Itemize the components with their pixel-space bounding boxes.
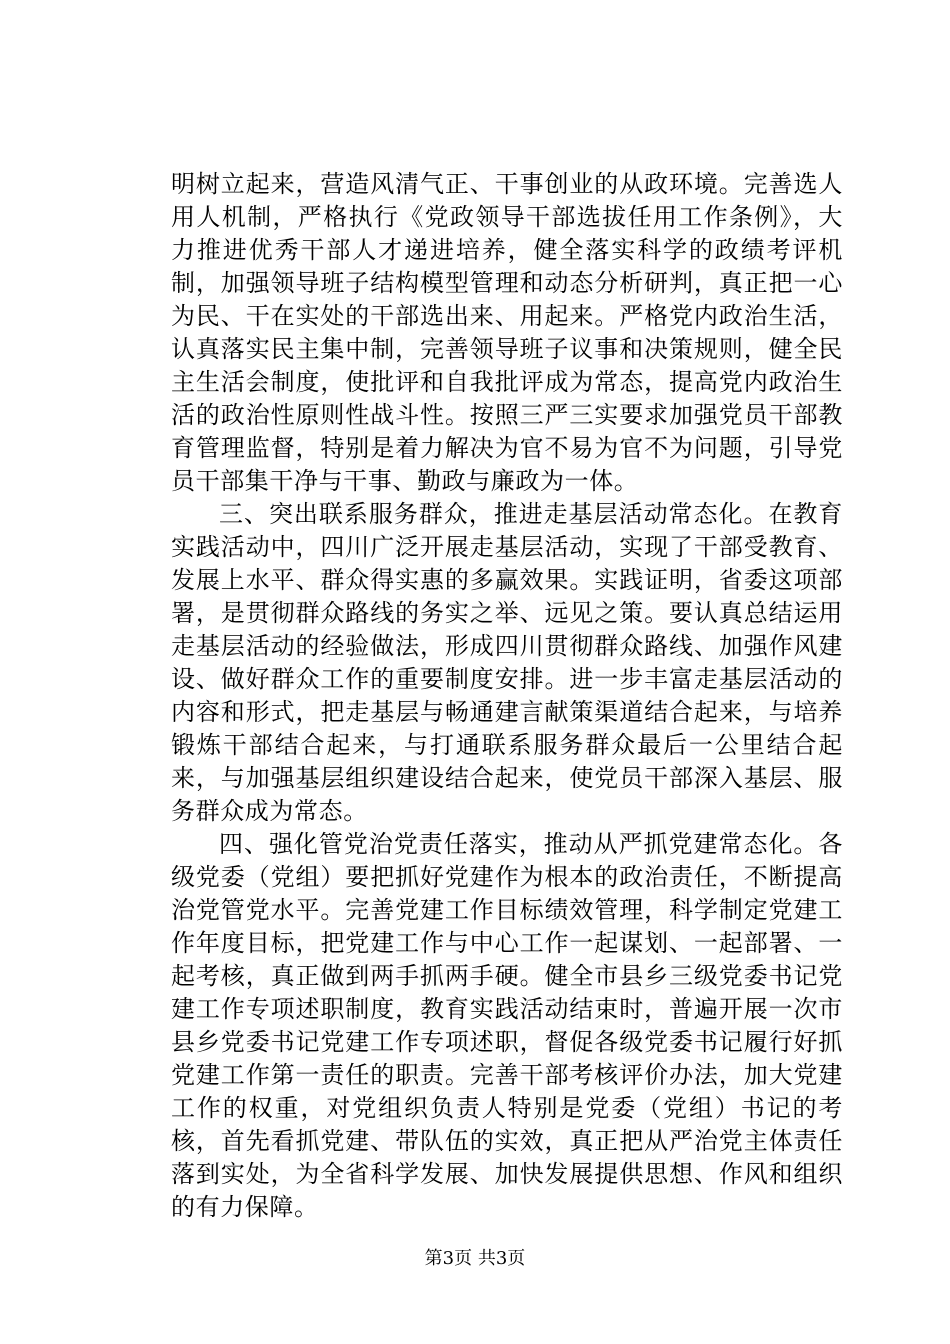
paragraph-continuation: 明树立起来，营造风清气正、干事创业的从政环境。完善选人用人机制，严格执行《党政领导干部选拔任用工作条例》，大力推进优秀干部人才递进培养，健全落实科学的政绩考评机制，加强领导班子结构模型管理和动态分析研判，真正把一心为民、干在实处的干部选出来、用起来。严格党内政治生活，认真落实民主集中制，完善领导班子议事和决策规则，健全民主生活会制度，使批评和自我批评成为常态，提高党内政治生活的政治性原则性战斗性。按照三严三实要求加强党员干部教育管理监督，特别是着力解决为官不易为官不为问题，引导党员干部集干净与干事、勤政与廉政为一体。	[171, 170, 843, 495]
page-number-footer: 第3页 共3页	[424, 1248, 526, 1269]
document-body	[171, 168, 843, 1224]
paragraph-section-three: 三、突出联系服务群众，推进走基层活动常态化。在教育实践活动中，四川广泛开展走基层活动，实现了干部受教育、发展上水平、群众得实惠的多赢效果。实践证明，省委这项部署，是贯彻群众路线的务实之举、远见之策。要认真总结运用走基层活动的经验做法，形成四川贯彻群众路线、加强作风建设、做好群众工作的重要制度安排。进一步丰富走基层活动的内容和形式，把走基层与畅通建言献策渠道结合起来，与培养锻炼干部结合起来，与打通联系服务群众最后一公里结合起来，与加强基层组织建设结合起来，使党员干部深入基层、服务群众成为常态。	[171, 500, 843, 825]
paragraph-section-four: 四、强化管党治党责任落实，推动从严抓党建常态化。各级党委（党组）要把抓好党建作为根本的政治责任，不断提高治党管党水平。完善党建工作目标绩效管理，科学制定党建工作年度目标，把党建工作与中心工作一起谋划、一起部署、一起考核，真正做到两手抓两手硬。健全市县乡三级党委书记党建工作专项述职制度，教育实践活动结束时，普遍开展一次市县乡党委书记党建工作专项述职，督促各级党委书记履行好抓党建工作第一责任的职责。完善干部考核评价办法，加大党建工作的权重，对党组织负责人特别是党委（党组）书记的考核，首先看抓党建、带队伍的实效，真正把从严治党主体责任落到实处，为全省科学发展、加快发展提供思想、作风和组织的有力保障。	[171, 830, 843, 1221]
